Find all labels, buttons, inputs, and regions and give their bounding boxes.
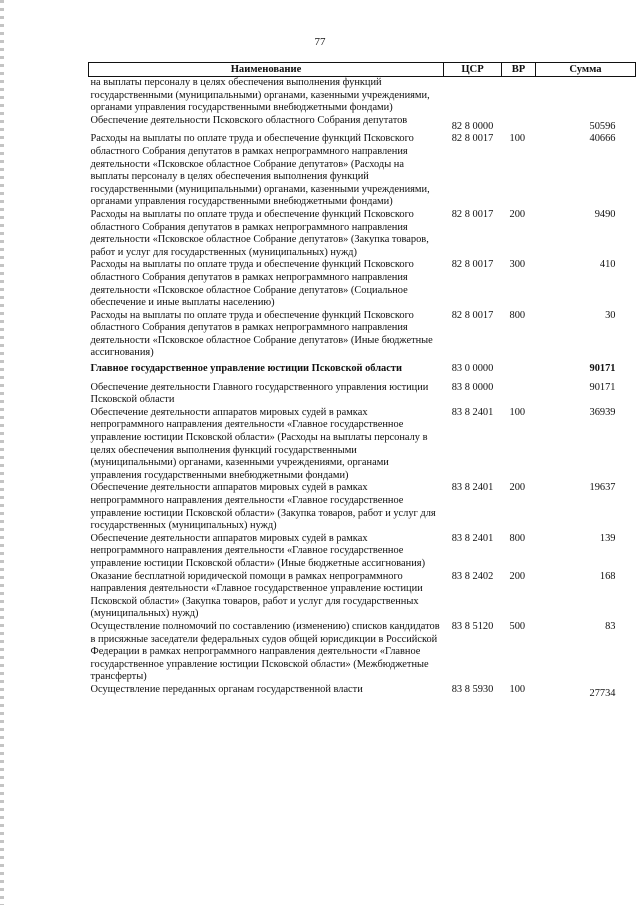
cell-sum: 30 [605,309,616,321]
cell-name: Расходы на выплаты по оплате труда и обеспечение функций Псковского областного Собрания депутатов в рамках непрограммного направления деятельности «Псковское областное Собрание депутатов» (Социальное обеспечение и иные выплаты населению) [90,259,414,309]
cell-vr: 800 [509,532,526,544]
table-row [89,482,636,532]
cell-csr: 83 8 2401 [451,532,494,544]
cell-vr [502,115,536,134]
cell-sum: 168 [599,570,616,582]
cell-csr: 83 8 0000 [451,381,494,393]
table-row [89,571,636,621]
budget-table [88,62,636,701]
cell-sum: 83 [605,620,616,632]
cell-csr: 83 8 2401 [451,482,494,494]
cell-csr: 82 8 0017 [451,259,494,271]
cell-sum: 36939 [589,406,616,418]
header-vr: ВР [502,63,536,77]
cell-csr: 82 8 0017 [451,133,494,145]
cell-csr: 83 8 5120 [451,620,494,632]
cell-name: Обеспечение деятельности Псковского областного Собрания депутатов [90,114,408,126]
cell-vr: 500 [509,620,526,632]
table-row [89,133,636,209]
cell-vr: 200 [509,570,526,582]
table-row [89,115,636,134]
cell-sum: 9490 [594,208,616,220]
cell-sum: 90171 [589,381,616,393]
cell-csr [444,77,502,115]
cell-sum: 50596 [589,120,616,132]
table-row [89,533,636,571]
cell-sum: 40666 [589,133,616,145]
table-row [89,310,636,360]
cell-vr: 200 [509,208,526,220]
cell-vr: 300 [509,259,526,271]
cell-csr: 82 8 0017 [451,309,494,321]
cell-name: Оказание бесплатной юридической помощи в рамках непрограммного направления деятельности «Главное государственное управление юстиции Псковской области» (Закупка товаров, работ и услуг для государственных (муниципальных) нужд) [90,570,423,620]
cell-vr: 200 [509,482,526,494]
table-row [89,209,636,259]
page-number: 77 [314,36,326,48]
cell-csr: 83 0 0000 [451,363,494,375]
cell-vr: 100 [509,133,526,145]
header-sum: Сумма [536,63,636,77]
cell-name: Расходы на выплаты по оплате труда и обеспечение функций Псковского областного Собрания депутатов в рамках непрограммного направления деятельности «Псковское областное Собрание депутатов» (Расходы на выплаты персоналу в целях обеспечения выполнения функций государственными (муниципальными) органами, казенными учреждениями, органами управления государственными внебюджетными фондами) [90,133,430,208]
cell-sum: 90171 [589,363,616,375]
cell-csr: 83 8 5930 [451,683,494,695]
cell-sum: 410 [599,259,616,271]
header-name: Наименование [89,63,444,77]
cell-csr: 83 8 2402 [451,570,494,582]
cell-sum: 27734 [589,687,616,699]
cell-sum: 139 [599,532,616,544]
table-header [89,63,636,77]
cell-vr [502,376,536,407]
cell-vr [502,77,536,115]
cell-vr: 100 [509,683,526,695]
header-row [89,63,636,77]
table-row-section [89,360,636,376]
table-row [89,376,636,407]
cell-vr [502,360,536,376]
table-row [89,621,636,684]
cell-name: Обеспечение деятельности аппаратов мировых судей в рамках непрограммного направления деятельности «Главное государственное управление юстиции Псковской области» (Расходы на выплаты персоналу в целях обеспечения выполнения функций государственными (муниципальными) органами, казенными учреждениями, органами управления государственными внебюджетными фондами) [90,406,428,481]
cell-name: Обеспечение деятельности Главного государственного управления юстиции Псковской области [90,381,429,406]
table-row [89,684,636,701]
cell-name: Расходы на выплаты по оплате труда и обеспечение функций Псковского областного Собрания депутатов в рамках непрограммного направления деятельности «Псковское областное Собрание депутатов» (Закупка товаров, работ и услуг для государственных (муниципальных) нужд) [90,208,429,258]
cell-name: Осуществление полномочий по составлению (изменению) списков кандидатов в присяжные заседатели федеральных судов общей юрисдикции в Российской Федерации в рамках непрограммного направления деятельности «Главное государственное управление юстиции Псковской области» (Межбюджетные трансферты) [90,620,440,683]
table-body [89,77,636,701]
cell-name: на выплаты персоналу в целях обеспечения выполнения функций государственными (муниципальными) органами, казенными учреждениями, органами управления государственными внебюджетными фондами) [90,77,430,114]
table-row [89,407,636,483]
cell-name: Обеспечение деятельности аппаратов мировых судей в рамках непрограммного направления деятельности «Главное государственное управление юстиции Псковской области» (Иные бюджетные ассигнования) [90,532,426,569]
cell-csr: 82 8 0017 [451,208,494,220]
cell-name: Расходы на выплаты по оплате труда и обеспечение функций Псковского областного Собрания депутатов в рамках непрограммного направления деятельности «Псковское областное Собрание депутатов» (Иные бюджетные ассигнования) [90,309,433,359]
cell-csr: 83 8 2401 [451,406,494,418]
cell-sum: 19637 [589,482,616,494]
cell-name: Обеспечение деятельности аппаратов мировых судей в рамках непрограммного направления деятельности «Главное государственное управление юстиции Псковской области» (Закупка товаров, работ и услуг для государственных (муниципальных) нужд) [90,482,436,532]
cell-vr: 100 [509,406,526,418]
cell-vr: 800 [509,309,526,321]
table-row [89,77,636,115]
cell-csr: 82 8 0000 [451,120,494,132]
cell-name: Главное государственное управление юстиции Псковской области [90,363,402,375]
header-csr: ЦСР [444,63,502,77]
cell-sum [536,77,636,115]
table-row [89,259,636,309]
scan-edge-mark [0,0,4,905]
cell-name: Осуществление переданных органам государственной власти [90,683,363,695]
